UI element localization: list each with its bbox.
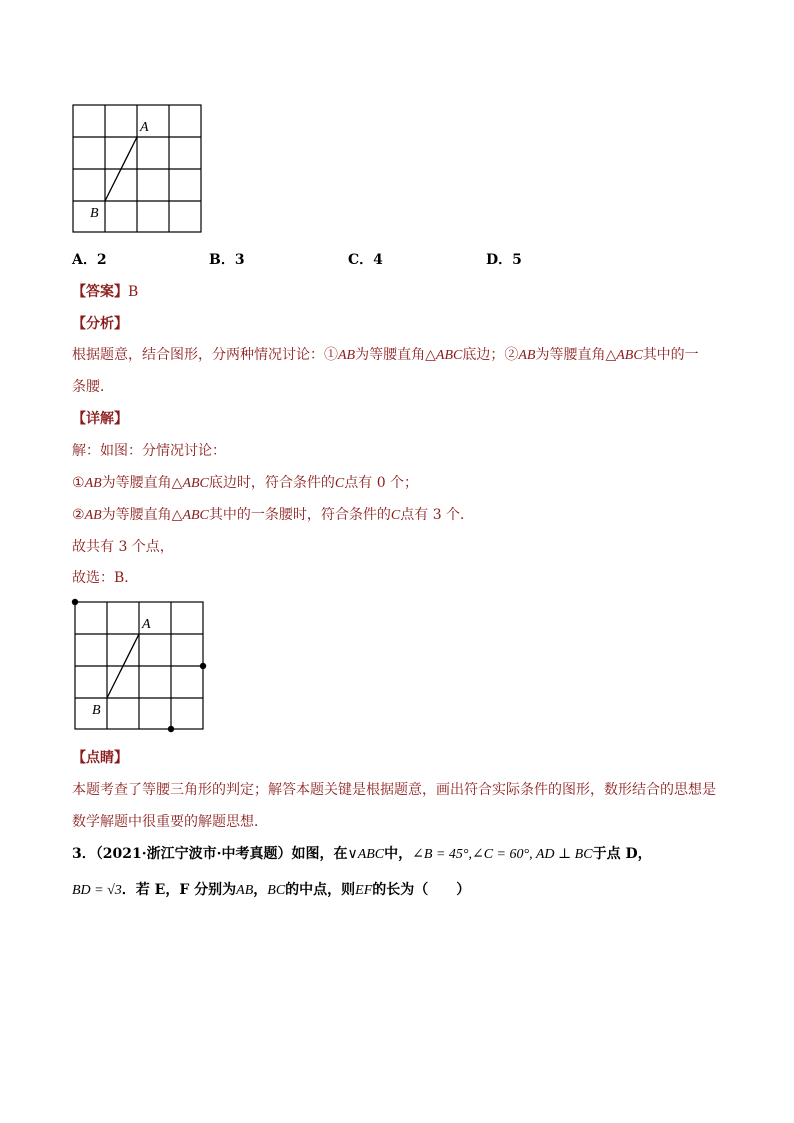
q3-text-2: 中， (384, 846, 413, 862)
point-c3 (168, 726, 174, 732)
label-a: A (140, 120, 149, 135)
q3-text-3: 于点 D， (592, 846, 652, 862)
q3-abc: ABC (357, 847, 385, 862)
analysis-ab-2: AB (518, 348, 536, 363)
q3-bd: BD = √3 (72, 883, 122, 898)
detail-line-5: 故选：B． (72, 570, 139, 586)
q3-text-5: ， (253, 882, 268, 898)
q3-text-7: 的长为（ ） (372, 882, 471, 898)
detail-l3-text-2: 为等腰直角△ (101, 507, 183, 523)
detail-line-4: 故共有 3 个点， (72, 539, 174, 555)
label-a: A (142, 617, 151, 632)
analysis-line-2: 条腰． (72, 379, 114, 395)
detail-l2-text-1: ① (72, 475, 85, 491)
q3-triangle-symbol: ∨ (347, 846, 358, 862)
answer-tag: 【答案】 (72, 284, 128, 300)
answer-value: B (128, 284, 139, 300)
detail-line-2 (72, 473, 418, 494)
label-b: B (90, 206, 99, 221)
detail-l3-ab: AB (84, 508, 102, 523)
label-b: B (92, 703, 101, 718)
comment-tag: 【点睛】 (72, 750, 128, 766)
point-c2 (200, 663, 206, 669)
analysis-line-1 (72, 345, 699, 366)
analysis-abc-2: ABC (616, 348, 643, 363)
grid-figure-2 (70, 597, 210, 737)
question-3-line-2 (72, 880, 470, 901)
analysis-text-4: 为等腰直角△ (535, 347, 617, 363)
analysis-tag: 【分析】 (72, 316, 128, 332)
detail-l2-ab: AB (84, 476, 102, 491)
detail-l3-abc: ABC (182, 508, 209, 523)
question-3-line-1 (72, 844, 652, 865)
detail-l2-text-4: 点有 0 个； (344, 475, 419, 491)
detail-line-3 (72, 505, 474, 526)
detail-l2-text-2: 为等腰直角△ (101, 475, 183, 491)
detail-tag: 【详解】 (72, 411, 128, 427)
q3-conditions: ∠B = 45°,∠C = 60°, AD ⊥ BC (412, 847, 593, 862)
option-b: B．3 (209, 252, 245, 268)
detail-l3-text-3: 其中的一条腰时，符合条件的 (208, 507, 391, 523)
analysis-text-2: 为等腰直角△ (355, 347, 436, 363)
comment-line-2: 数学解题中很重要的解题思想． (72, 814, 268, 830)
grid-figure-1 (72, 104, 204, 234)
detail-l3-text-1: ② (72, 507, 85, 523)
analysis-text-5: 其中的一 (642, 347, 699, 363)
analysis-ab-1: AB (338, 348, 356, 363)
detail-l3-text-4: 点有 3 个． (400, 507, 475, 523)
answer-line (72, 282, 138, 302)
q3-ef: EF (355, 883, 373, 898)
analysis-text-3: 底边；② (462, 347, 519, 363)
option-d: D．5 (486, 252, 522, 268)
detail-l2-text-3: 底边时，符合条件的 (208, 475, 335, 491)
option-c: C．4 (348, 252, 383, 268)
q3-ab: AB (236, 883, 254, 898)
q3-text-6: 的中点，则 (285, 882, 356, 898)
comment-line-1: 本题考查了等腰三角形的判定；解答本题关键是根据题意，画出符合实际条件的图形，数形结合的思想是 (72, 782, 716, 798)
point-c1 (72, 599, 78, 605)
q3-text-4: ．若 E，F 分别为 (121, 882, 237, 898)
detail-l2-c: C (334, 476, 345, 491)
analysis-text-1: 根据题意，结合图形，分两种情况讨论：① (72, 347, 338, 363)
analysis-abc-1: ABC (435, 348, 463, 363)
detail-line-1: 解：如图：分情况讨论： (72, 443, 226, 459)
detail-l3-c: C (390, 508, 401, 523)
option-a: A．2 (72, 252, 107, 268)
detail-l2-abc: ABC (182, 476, 209, 491)
q3-bc: BC (267, 883, 286, 898)
q3-text-1: 3．（2021·浙江宁波市·中考真题）如图，在 (72, 846, 348, 862)
